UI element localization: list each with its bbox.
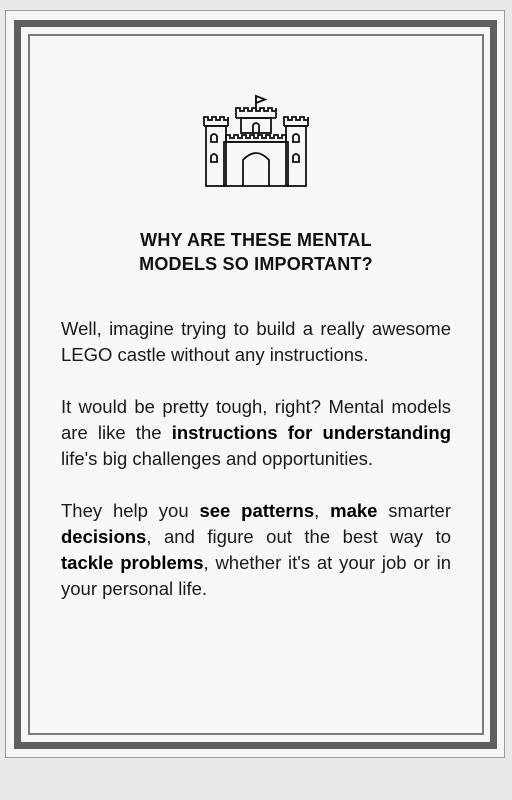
p3-text-a: They help you bbox=[61, 500, 200, 521]
paragraph-1: Well, imagine trying to build a really awesome LEGO castle without any instructions. bbox=[61, 318, 451, 365]
title-line-1: WHY ARE THESE MENTAL bbox=[140, 230, 372, 250]
paragraph-2 bbox=[61, 394, 451, 472]
paragraph-3 bbox=[61, 498, 451, 602]
p3-text-g: , and figure out the best way to bbox=[146, 526, 451, 547]
p3-text-i: , whether it's at your job or in your personal life. bbox=[61, 552, 451, 599]
p3-text-c: , bbox=[314, 500, 331, 521]
castle-icon bbox=[200, 90, 312, 190]
p2-text-c: life's big challenges and opportunities. bbox=[61, 448, 374, 469]
title-line-2: MODELS SO IMPORTANT? bbox=[139, 254, 373, 274]
body-text bbox=[61, 316, 451, 628]
p2-text-a: It would be pretty tough, right? Mental models are like the bbox=[61, 396, 451, 443]
p3-bold-make: make bbox=[330, 500, 378, 521]
p3-bold-tackle-problems: tackle problems bbox=[61, 552, 204, 573]
p3-text-e: smarter bbox=[377, 500, 452, 521]
p2-bold-instructions: instructions for understanding bbox=[171, 422, 451, 443]
page-title bbox=[56, 228, 456, 276]
p3-bold-see-patterns: see patterns bbox=[199, 500, 315, 521]
p3-bold-decisions: decisions bbox=[61, 526, 147, 547]
